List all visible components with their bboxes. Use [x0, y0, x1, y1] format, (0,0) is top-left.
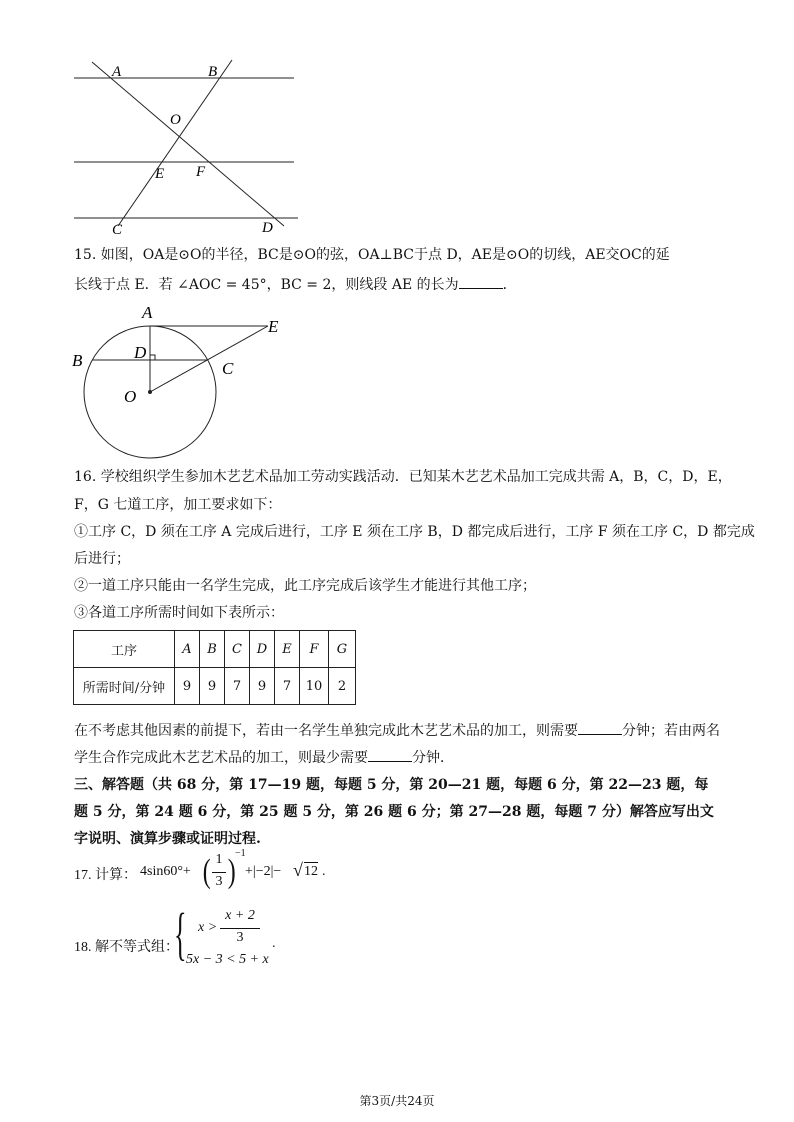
- q15-text-line2-main: 长线于点 E．若 ∠AOC = 45°，BC = 2，则线段 AE 的长为: [74, 277, 459, 293]
- q17-end: .: [322, 864, 326, 879]
- table-cell: A: [175, 631, 200, 668]
- label-f: F: [196, 164, 206, 180]
- table-row-times: [74, 668, 356, 705]
- transversal-bc: [118, 60, 232, 226]
- transversal-ad: [92, 62, 284, 226]
- center-point-o: [148, 390, 152, 394]
- figure-parallel-lines: [70, 58, 305, 238]
- q16-text-line7b: 分钟；若由两名: [622, 723, 720, 739]
- ineq1-numerator: x + 2: [225, 908, 255, 923]
- table-cell: 9: [175, 668, 200, 705]
- section3-heading-line1: 三、解答题（共 68 分，第 17—19 题，每题 5 分，第 20—21 题，每题 6 分，第 22—23 题，每: [74, 777, 709, 793]
- table-cell: 2: [329, 668, 356, 705]
- q17-term-abs: +|−2|−: [245, 864, 282, 879]
- fraction-denominator: 3: [215, 874, 223, 889]
- figure-circle: [64, 300, 304, 460]
- label-a: A: [142, 303, 153, 322]
- q16-text-line4: 后进行；: [74, 551, 130, 567]
- q18-label: 18. 解不等式组：: [74, 940, 179, 955]
- label-e: E: [268, 317, 279, 336]
- q15-text-line2-end: ．: [502, 277, 517, 293]
- ineq1-fraction-bar: [220, 928, 260, 929]
- q17-term-sin: 4sin60°+: [140, 864, 191, 879]
- q18-end: .: [272, 936, 276, 951]
- ineq1-denominator: 3: [236, 930, 244, 945]
- q16-text-line8a: 学生合作完成此木艺艺术品的加工，则最少需要: [74, 750, 368, 766]
- table-cell: G: [329, 631, 356, 668]
- section3-heading-line3: 字说明、演算步骤或证明过程.: [74, 831, 261, 847]
- ineq1-left: x >: [198, 920, 218, 935]
- label-c: C: [222, 359, 234, 378]
- q16-text-line8: [74, 747, 454, 768]
- label-e: E: [155, 166, 165, 182]
- q15-answer-blank: [459, 274, 503, 289]
- line-oe: [150, 326, 268, 392]
- ineq2: 5x − 3 < 5 + x: [186, 952, 269, 967]
- label-d: D: [134, 343, 147, 362]
- q16-text-line6: ③各道工序所需时间如下表所示：: [74, 605, 284, 621]
- exponent: −1: [235, 848, 246, 859]
- fraction-bar: [212, 872, 226, 873]
- table-cell: 9: [200, 668, 225, 705]
- brace-icon: {: [174, 901, 187, 966]
- q16-answer-blank-1: [578, 720, 622, 735]
- q17-label: 17. 计算：: [74, 868, 137, 883]
- q16-answer-blank-2: [368, 747, 412, 762]
- table-cell: 7: [275, 668, 300, 705]
- page-footer: 第3页/共24页: [359, 1094, 435, 1108]
- left-paren: (: [202, 853, 211, 890]
- q15-text-line1: 15. 如图，OA是⊙O的半径，BC是⊙O的弦，OA⊥BC于点 D，AE是⊙O的切线，AE交OC的延: [74, 247, 670, 263]
- table-cell: F: [300, 631, 329, 668]
- label-o: O: [124, 387, 137, 406]
- q16-text-line5: ②一道工序只能由一名学生完成，此工序完成后该学生才能进行其他工序；: [74, 578, 536, 594]
- q15-text-line2: [74, 274, 517, 295]
- label-c: C: [112, 222, 123, 238]
- process-time-table: [73, 630, 356, 705]
- right-angle-mark: [150, 355, 155, 360]
- label-a: A: [112, 64, 122, 80]
- label-b: B: [208, 64, 218, 80]
- q16-text-line3: ①工序 C，D 须在工序 A 完成后进行，工序 E 须在工序 B，D 都完成后进行，工序 F 须在工序 C，D 都完成: [74, 524, 755, 540]
- table-cell: 9: [250, 668, 275, 705]
- q16-text-line8b: 分钟．: [412, 750, 454, 766]
- table-cell: C: [225, 631, 250, 668]
- q18: [74, 901, 374, 972]
- radicand: 12: [304, 864, 318, 879]
- q16-text-line2: F，G 七道工序，加工要求如下：: [74, 497, 282, 513]
- q16-text-line1: 16. 学校组织学生参加木艺艺术品加工劳动实践活动．已知某木艺艺术品加工完成共需 A，B，C，D，E，: [74, 469, 732, 485]
- table-cell: 7: [225, 668, 250, 705]
- label-d: D: [262, 220, 273, 236]
- table-cell: D: [250, 631, 275, 668]
- table-cell: E: [275, 631, 300, 668]
- label-b: B: [72, 351, 83, 370]
- fraction-numerator: 1: [215, 852, 223, 867]
- table-cell: B: [200, 631, 225, 668]
- table-row-header: [74, 631, 356, 668]
- table-cell: 工序: [74, 631, 175, 668]
- sqrt-icon: √: [293, 860, 303, 880]
- section3-heading-line2: 题 5 分，第 24 题 6 分，第 25 题 5 分，第 26 题 6 分；第 27—28 题，每题 7 分）解答应写出文: [74, 804, 714, 820]
- q16-text-line7: [74, 720, 720, 741]
- table-cell: 所需时间/分钟: [74, 668, 175, 705]
- label-o: O: [170, 112, 181, 128]
- q16-text-line7a: 在不考虑其他因素的前提下，若由一名学生单独完成此木艺艺术品的加工，则需要: [74, 723, 578, 739]
- table-cell: 10: [300, 668, 329, 705]
- right-paren: ): [227, 853, 236, 890]
